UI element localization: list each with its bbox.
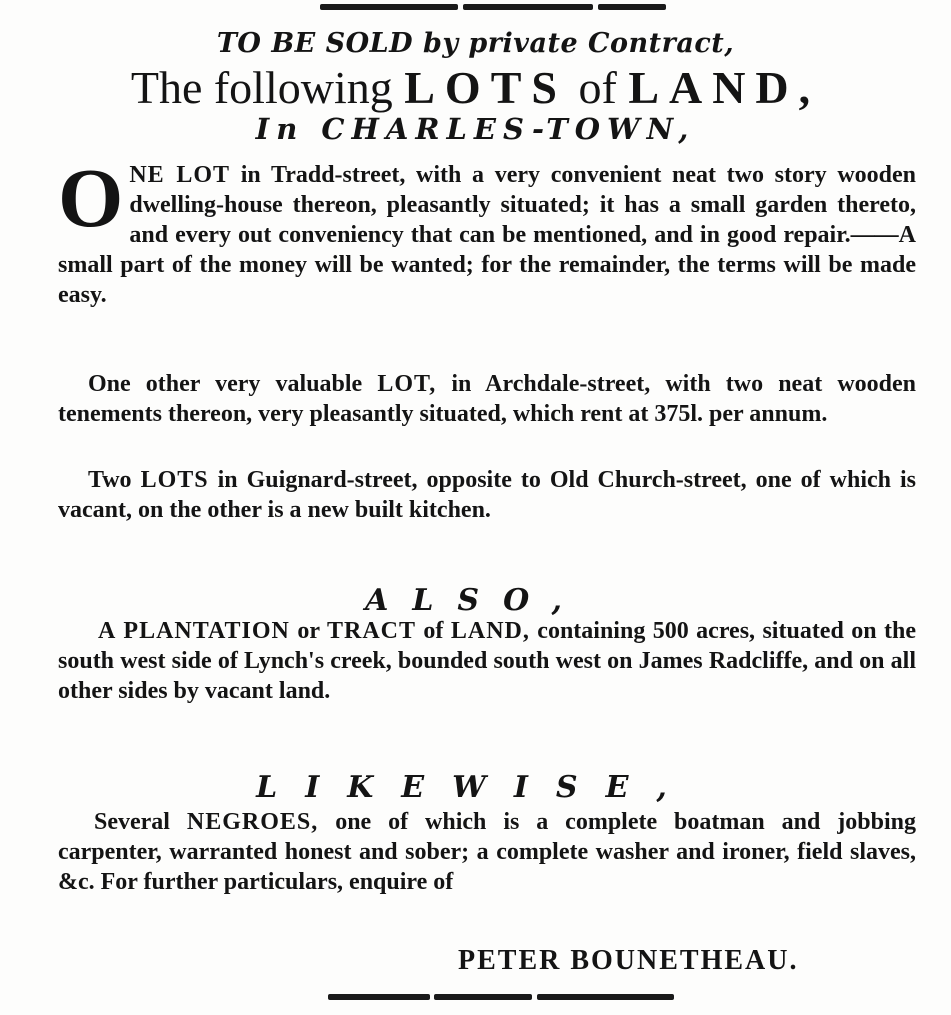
also-heading: ALSO, <box>365 583 586 618</box>
paragraph-lead: One other very valuable <box>88 371 378 397</box>
sale-heading: TO BE SOLD by private Contract, <box>216 28 735 59</box>
paragraph-text: in Archdale-street, with two neat wooden tenements thereon, very pleasantly situated, which rent at 375l. per annum. <box>58 371 916 427</box>
likewise-heading: LIKEWISE, <box>256 770 695 805</box>
drop-cap: O <box>58 152 124 245</box>
lots-heading-prefix: The following <box>130 62 393 113</box>
paragraph-connector: of <box>416 618 451 644</box>
lots-heading-of: of <box>578 62 617 113</box>
paragraph-negroes <box>58 807 916 897</box>
paragraph-caps: NEGROES, <box>186 809 319 835</box>
rule-segment <box>598 4 666 10</box>
lots-heading-land: LAND, <box>628 62 821 113</box>
paragraph-text: containing 500 acres, situated on the south west side of Lynch's creek, bounded south west on James Radcliffe, and on all other sides by vacant land. <box>58 618 917 704</box>
rule-segment <box>328 994 430 1000</box>
paragraph-lead: Several <box>94 809 187 835</box>
rule-segment <box>537 994 674 1000</box>
paragraph-caps: A PLANTATION <box>98 618 290 644</box>
paragraph-lead: Two <box>88 467 141 493</box>
rule-segment <box>463 4 593 10</box>
rule-segment <box>434 994 532 1000</box>
paragraph-caps: TRACT <box>326 618 416 644</box>
lots-heading <box>0 60 951 116</box>
paragraph-text: one of which is a complete boatman and jobbing carpenter, warranted honest and sober; a complete washer and ironer, field slaves, &c. For further particulars, enquire of <box>58 809 916 895</box>
paragraph-plantation <box>58 616 916 706</box>
paragraph-caps: LAND, <box>450 618 530 644</box>
paragraph-guignard-street-lots <box>58 465 916 525</box>
town-heading: In CHARLES-TOWN, <box>255 112 696 146</box>
paragraph-caps: NE LOT <box>129 162 231 188</box>
paragraph-archdale-street-lot <box>58 369 916 429</box>
paragraph-tradd-street-lot <box>58 152 917 310</box>
lots-heading-lots: LOTS <box>404 62 567 113</box>
paragraph-text: in Guignard-street, opposite to Old Church-street, one of which is vacant, on the other is a new built kitchen. <box>58 467 917 523</box>
paragraph-connector: or <box>289 618 327 644</box>
paragraph-caps: LOT, <box>377 371 437 397</box>
bottom-rule <box>0 994 951 1002</box>
advertiser-signature: PETER BOUNETHEAU. <box>458 945 799 976</box>
paragraph-caps: LOTS <box>140 467 209 493</box>
paragraph-text: in Tradd-street, with a very convenient neat two story wooden dwelling-house thereon, pleasantly situated; it has a small garden thereto, and every out conveniency that can be mentioned, and in good repair.——A small part of the money will be wanted; for the remainder, the terms will be made easy. <box>58 162 917 308</box>
top-rule <box>0 4 951 12</box>
rule-segment <box>320 4 458 10</box>
